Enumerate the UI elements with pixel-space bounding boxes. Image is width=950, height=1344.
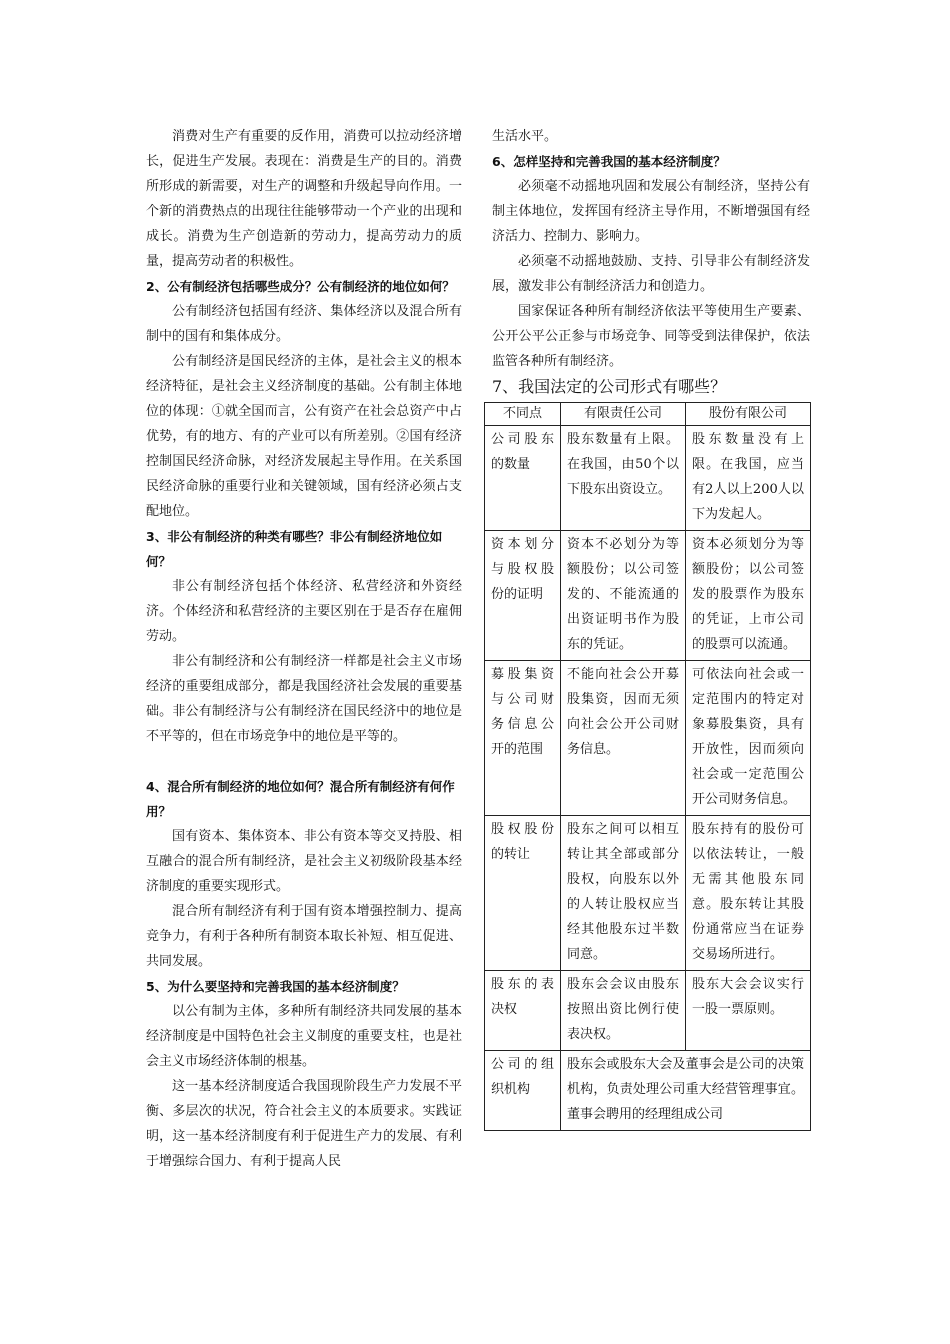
- table-row: [485, 531, 811, 661]
- table-row: [485, 971, 811, 1051]
- row-label: 公司股东的数量: [485, 426, 561, 531]
- q5-paragraph-2: 这一基本经济制度适合我国现阶段生产力发展不平衡、多层次的状况，符合社会主义的本质要求。实践证明，这一基本经济制度有利于促进生产力的发展、有利于增强综合国力、有利于提高人民: [146, 1079, 462, 1169]
- row-label: 股权股份的转让: [485, 816, 561, 971]
- row-label: 募股集资与公司财务信息公开的范围: [485, 661, 561, 816]
- q4-paragraph-2: 混合所有制经济有利于国有资本增强控制力、提高竞争力，有利于各种所有制资本取长补短、相互促进、共同发展。: [146, 904, 462, 969]
- limited-liability-cell: 股东数量有上限。在我国，由50个以下股东出资设立。: [561, 426, 686, 531]
- q6-paragraph-1: 必须毫不动摇地巩固和发展公有制经济，坚持公有制主体地位，发挥国有经济主导作用，不断增强国有经济活力、控制力、影响力。: [492, 179, 810, 244]
- limited-liability-cell: 资本不必划分为等额股份；以公司签发的、不能流通的出资证明书作为股东的凭证。: [561, 531, 686, 661]
- q2-paragraph-2: 公有制经济是国民经济的主体，是社会主义的根本经济特征，是社会主义经济制度的基础。公有制主体地位的体现：①就全国而言，公有资产在社会总资产中占优势，有的地方、有的产业可以有所差别。②国有经济控制国民经济命脉，对经济发展起主导作用。在关系国民经济命脉的重要行业和关键领域，国有经济必须占支配地位。: [146, 354, 462, 519]
- question-4-heading: 4、混合所有制经济的地位如何？混合所有制经济有何作用？: [146, 779, 455, 819]
- blank-line: [146, 749, 462, 774]
- header-joint-stock: 股份有限公司: [686, 403, 811, 426]
- limited-liability-cell: 不能向社会公开募股集资，因而无须向社会公开公司财务信息。: [561, 661, 686, 816]
- question-2-heading: 2、公有制经济包括哪些成分？公有制经济的地位如何？: [146, 279, 455, 294]
- table-header-row: [485, 403, 811, 426]
- joint-stock-cell: 股东大会会议实行一股一票原则。: [686, 971, 811, 1051]
- question-3-heading: 3、非公有制经济的种类有哪些？非公有制经济地位如何？: [146, 529, 443, 569]
- question-7-heading: 7、我国法定的公司形式有哪些？: [492, 377, 727, 396]
- row-label: 公司的组织机构: [485, 1051, 561, 1131]
- left-column: [146, 124, 462, 1174]
- right-column: [492, 124, 810, 1131]
- joint-stock-cell: 股东持有的股份可以依法转让，一般无需其他股东同意。股东转让其股份通常应当在证券交易场所进行。: [686, 816, 811, 971]
- row-label: 资本划分与股权股份的证明: [485, 531, 561, 661]
- q3-paragraph-1: 非公有制经济包括个体经济、私营经济和外资经济。个体经济和私营经济的主要区别在于是否存在雇佣劳动。: [146, 579, 462, 644]
- q5-paragraph-1: 以公有制为主体，多种所有制经济共同发展的基本经济制度是中国特色社会主义制度的重要支柱，也是社会主义市场经济体制的根基。: [146, 1004, 462, 1069]
- table-row: [485, 426, 811, 531]
- limited-liability-cell: 股东之间可以相互转让其全部或部分股权，向股东以外的人转让股权应当经其他股东过半数同意。: [561, 816, 686, 971]
- limited-liability-cell: 股东会会议由股东按照出资比例行使表决权。: [561, 971, 686, 1051]
- question-6-heading: 6、怎样坚持和完善我国的基本经济制度？: [492, 154, 726, 169]
- paragraph-consumption: 消费对生产有重要的反作用，消费可以拉动经济增长，促进生产发展。表现在：消费是生产的目的。消费所形成的新需要，对生产的调整和升级起导向作用。一个新的消费热点的出现往往能够带动一个产业的出现和成长。消费为生产创造新的劳动力，提高劳动力的质量，提高劳动者的积极性。: [146, 129, 462, 269]
- joint-stock-cell: 可依法向社会或一定范围内的特定对象募股集资，具有开放性，因而须向社会或一定范围公开公司财务信息。: [686, 661, 811, 816]
- joint-stock-cell: 股东数量没有上限。在我国，应当有2人以上200人以下为发起人。: [686, 426, 811, 531]
- q6-paragraph-3: 国家保证各种所有制经济依法平等使用生产要素、公开公平公正参与市场竞争、同等受到法律保护，依法监管各种所有制经济。: [492, 304, 810, 369]
- header-limited-liability: 有限责任公司: [561, 403, 686, 426]
- q4-paragraph-1: 国有资本、集体资本、非公有资本等交叉持股、相互融合的混合所有制经济，是社会主义初级阶段基本经济制度的重要实现形式。: [146, 829, 462, 894]
- organization-cell: 股东会或股东大会及董事会是公司的决策机构，负责处理公司重大经营管理事宜。董事会聘用的经理组成公司: [561, 1051, 811, 1131]
- company-comparison-table: [484, 402, 811, 1131]
- q2-paragraph-1: 公有制经济包括国有经济、集体经济以及混合所有制中的国有和集体成分。: [146, 304, 462, 344]
- header-difference: 不同点: [485, 403, 561, 426]
- joint-stock-cell: 资本必须划分为等额股份；以公司签发的股票作为股东的凭证，上市公司的股票可以流通。: [686, 531, 811, 661]
- table-row: [485, 661, 811, 816]
- q6-paragraph-2: 必须毫不动摇地鼓励、支持、引导非公有制经济发展，激发非公有制经济活力和创造力。: [492, 254, 810, 294]
- table-row: [485, 1051, 811, 1131]
- row-label: 股东的表决权: [485, 971, 561, 1051]
- table-row: [485, 816, 811, 971]
- q3-paragraph-2: 非公有制经济和公有制经济一样都是社会主义市场经济的重要组成部分，都是我国经济社会发展的重要基础。非公有制经济与公有制经济在国民经济中的地位是不平等的，但在市场竞争中的地位是平等的。: [146, 654, 462, 744]
- question-5-heading: 5、为什么要坚持和完善我国的基本经济制度？: [146, 979, 405, 994]
- continuation-text: 生活水平。: [492, 129, 558, 144]
